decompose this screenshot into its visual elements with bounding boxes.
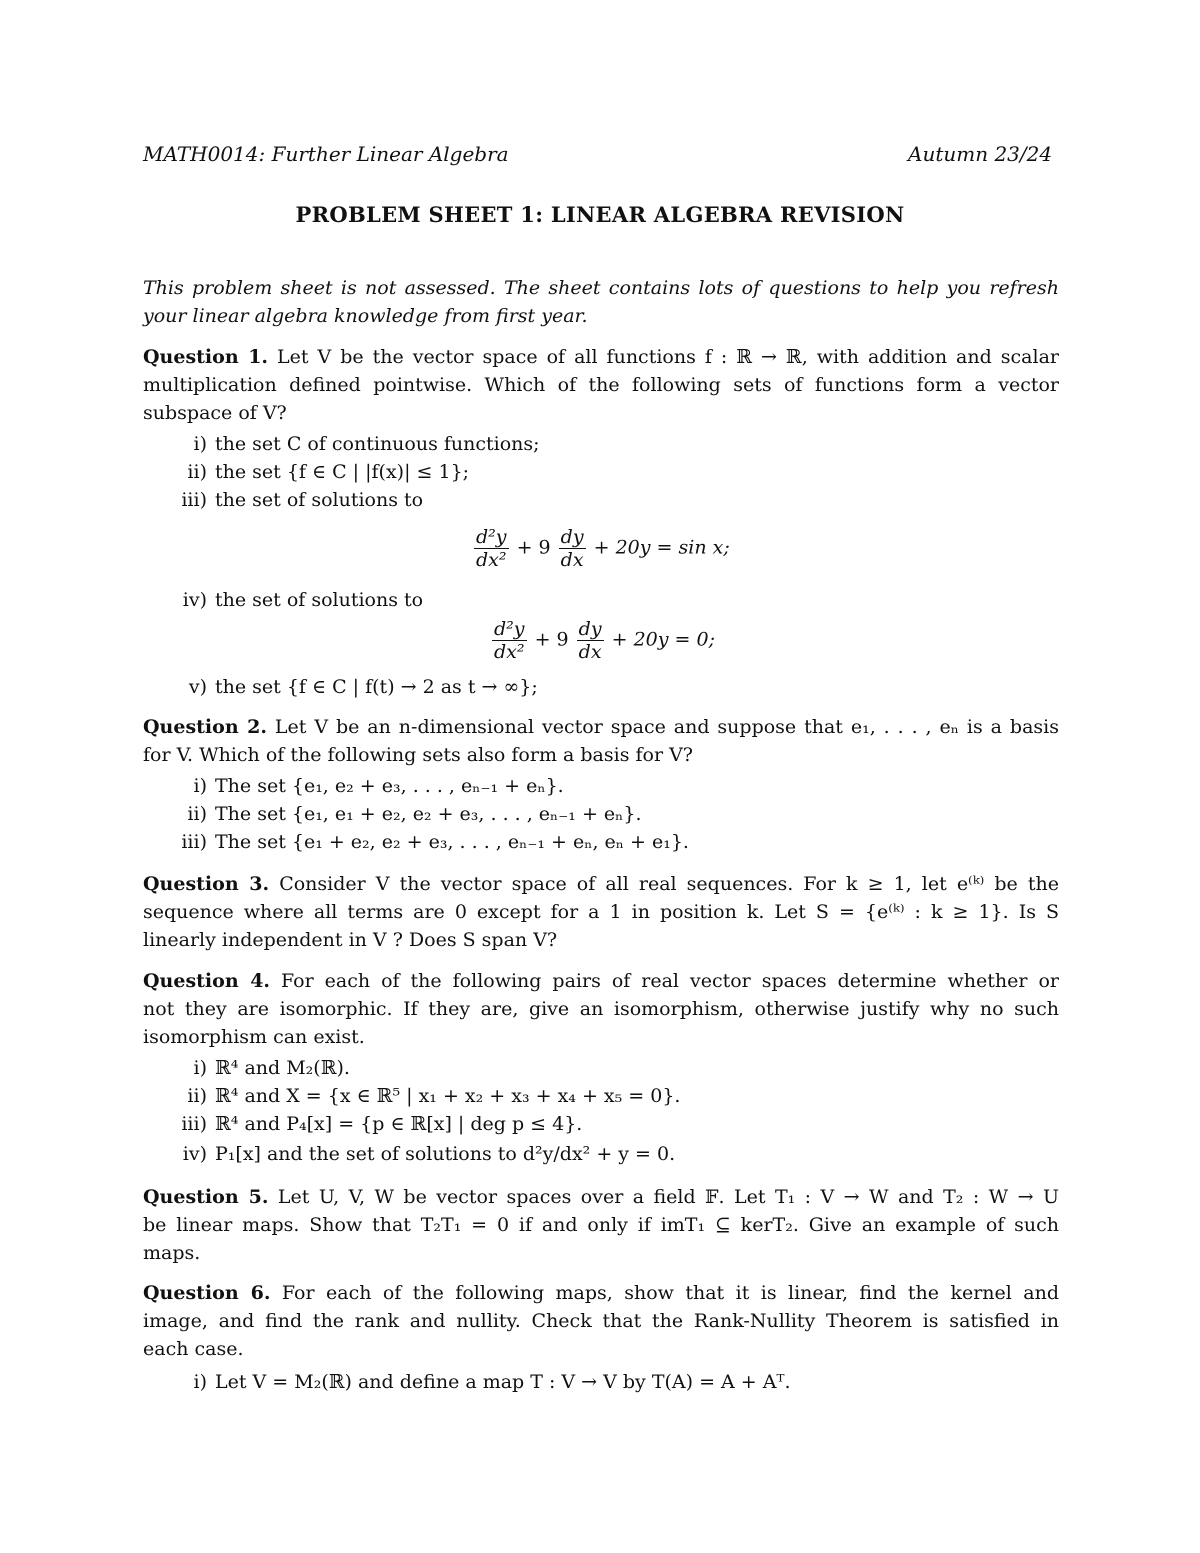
q1-item-ii: ii) the set {f ∈ C | |f(x)| ≤ 1}; [187,461,470,483]
q1-item-iii: iii) the set of solutions to [181,489,424,511]
q1-label: Question 1. [143,346,269,368]
sheet-title: PROBLEM SHEET 1: LINEAR ALGEBRA REVISION [295,202,905,227]
q1-equation-iv: $\frac{\text{d²y}}{\text{dx²}}$ + 9 $\frac{dy}{dx}$ + 20y = 0; [494,618,715,663]
q4-line-2: not they are isomorphic. If they are, give an isomorphism, otherwise justify why no such [143,998,1059,1020]
q6-text-1: For each of the following maps, show that it is linear, find the kernel and [281,1282,1059,1304]
q4-item-i: i) ℝ⁴ and M₂(ℝ). [193,1057,350,1079]
q3-line-1 [143,870,1059,898]
q1-line-1 [143,343,1059,371]
q1-item-iv: iv) the set of solutions to [182,589,424,611]
q4-item-ii: ii) ℝ⁴ and X = {x ∈ ℝ⁵ | x₁ + x₂ + x₃ + x₄ + x₅ = 0}. [187,1085,681,1107]
q2-line-2: for V. Which of the following sets also form a basis for V? [143,744,693,766]
q4-label: Question 4. [143,970,271,992]
q6-label: Question 6. [143,1282,271,1304]
q5-label: Question 5. [143,1186,269,1208]
q2-item-i: i) The set {e₁, e₂ + e₃, . . . , eₙ₋₁ + eₙ}. [193,775,564,797]
q1-item-i: i) the set C of continuous functions; [193,433,540,455]
course-title: MATH0014: Further Linear Algebra [143,142,509,166]
q1-line-2: multiplication defined pointwise. Which of the following sets of functions form a vector [143,374,1059,396]
q3-label: Question 3. [143,873,270,895]
q4-line-3: isomorphism can exist. [143,1026,365,1048]
q6-line-1 [143,1279,1059,1307]
q5-line-3: maps. [143,1242,201,1264]
q3-line-2: sequence where all terms are 0 except for a 1 in position k. Let S = {e⁽ᵏ⁾ : k ≥ 1}. Is S [143,901,1059,923]
q5-line-1 [143,1183,1059,1211]
term-label: Autumn 23/24 [908,142,1053,166]
q1-text-1: Let V be the vector space of all functions f : ℝ → ℝ, with addition and scalar [277,346,1059,368]
q6-item-i: i) Let V = M₂(ℝ) and define a map T : V → V by T(A) = A + Aᵀ. [193,1371,791,1393]
q5-line-2: be linear maps. Show that T₂T₁ = 0 if and only if imT₁ ⊆ kerT₂. Give an example of such [143,1214,1059,1236]
q2-text-1: Let V be an n-dimensional vector space and suppose that e₁, . . . , eₙ is a basis [274,716,1059,738]
q5-text-1: Let U, V, W be vector spaces over a field 𝔽. Let T₁ : V → W and T₂ : W → U [277,1186,1059,1208]
intro-line-2: your linear algebra knowledge from first year. [143,305,588,327]
q4-line-1 [143,967,1059,995]
q3-text-1: Consider V the vector space of all real sequences. For k ≥ 1, let e⁽ᵏ⁾ be the [279,873,1059,895]
q2-item-ii: ii) The set {e₁, e₁ + e₂, e₂ + e₃, . . . , eₙ₋₁ + eₙ}. [187,803,642,825]
q2-line-1 [143,713,1059,741]
q2-label: Question 2. [143,716,267,738]
q6-line-3: each case. [143,1338,244,1360]
q2-item-iii: iii) The set {e₁ + e₂, e₂ + e₃, . . . , eₙ₋₁ + eₙ, eₙ + e₁}. [181,831,689,853]
q4-text-1: For each of the following pairs of real vector spaces determine whether or [281,970,1059,992]
q6-line-2: image, and find the rank and nullity. Check that the Rank-Nullity Theorem is satisfied in [143,1310,1059,1332]
q1-item-v: v) the set {f ∈ C | f(t) → 2 as t → ∞}; [188,676,538,698]
q3-line-3: linearly independent in V ? Does S span V? [143,929,558,951]
q4-item-iv: iv) P₁[x] and the set of solutions to d²y/dx² + y = 0. [182,1143,676,1165]
q1-line-3: subspace of V? [143,402,287,424]
q4-item-iii: iii) ℝ⁴ and P₄[x] = {p ∈ ℝ[x] | deg p ≤ 4}. [181,1113,583,1135]
q1-equation-iii: $\frac{\text{d²y}}{\text{dx²}}$ + 9 $\frac{dy}{dx}$ + 20y = sin x; [476,526,730,571]
intro-line-1: This problem sheet is not assessed. The sheet contains lots of questions to help you refresh [143,277,1059,299]
